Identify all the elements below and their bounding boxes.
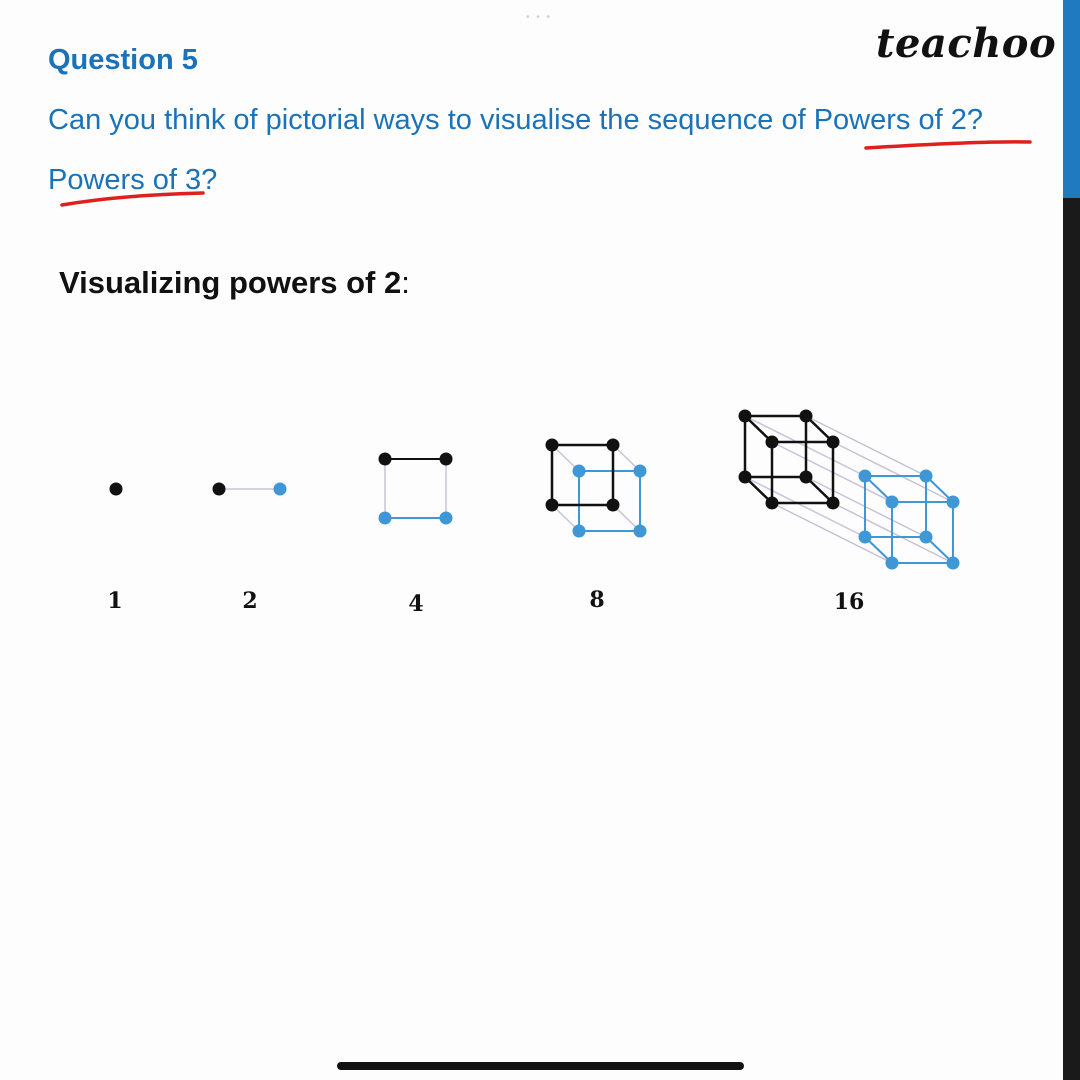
window-dots-icon: • • • <box>526 12 553 23</box>
vertex-dot <box>634 525 647 538</box>
vertex-dot <box>920 531 933 544</box>
figure-label: 4 <box>408 591 424 617</box>
figure-label: 2 <box>242 588 258 614</box>
figure-label: 8 <box>589 587 605 613</box>
section-title-text: Visualizing powers of 2 <box>59 265 402 300</box>
vertex-dot <box>920 470 933 483</box>
scroll-thumb[interactable] <box>1063 0 1080 198</box>
right-scroll-rail[interactable] <box>1063 0 1080 1080</box>
vertex-dot <box>379 512 392 525</box>
connector-line <box>833 442 953 502</box>
vertex-dot <box>827 497 840 510</box>
vertex-dot <box>886 496 899 509</box>
vertex-dot <box>947 557 960 570</box>
vertex-dot <box>440 453 453 466</box>
question-text-line1: Can you think of pictorial ways to visualise the sequence of Powers of 2? <box>48 104 983 136</box>
vertex-dot <box>573 525 586 538</box>
vertex-dot <box>739 471 752 484</box>
vertex-dot <box>739 410 752 423</box>
home-indicator[interactable] <box>337 1062 744 1070</box>
connector-line <box>745 477 865 537</box>
section-title-colon: : <box>401 265 410 300</box>
vertex-dot <box>766 497 779 510</box>
vertex-dot <box>573 465 586 478</box>
teachoo-logo: teachoo <box>876 20 1057 67</box>
vertex-dot <box>800 410 813 423</box>
connector-line <box>806 416 926 476</box>
vertex-dot <box>213 483 226 496</box>
vertex-dot <box>859 531 872 544</box>
question-text-line2: Powers of 3? <box>48 164 218 196</box>
vertex-dot <box>859 470 872 483</box>
vertex-dot <box>886 557 899 570</box>
vertex-dot <box>766 436 779 449</box>
connector-line <box>772 503 892 563</box>
vertex-dot <box>634 465 647 478</box>
vertex-dot <box>827 436 840 449</box>
vertex-dot <box>110 483 123 496</box>
question-title: Question 5 <box>48 44 198 76</box>
vertex-dot <box>440 512 453 525</box>
figure-label: 1 <box>107 588 123 614</box>
vertex-dot <box>274 483 287 496</box>
vertex-dot <box>546 499 559 512</box>
figure-label: 16 <box>833 589 865 615</box>
vertex-dot <box>379 453 392 466</box>
vertex-dot <box>607 499 620 512</box>
vertex-dot <box>800 471 813 484</box>
vertex-dot <box>947 496 960 509</box>
vertex-dot <box>546 439 559 452</box>
vertex-dot <box>607 439 620 452</box>
